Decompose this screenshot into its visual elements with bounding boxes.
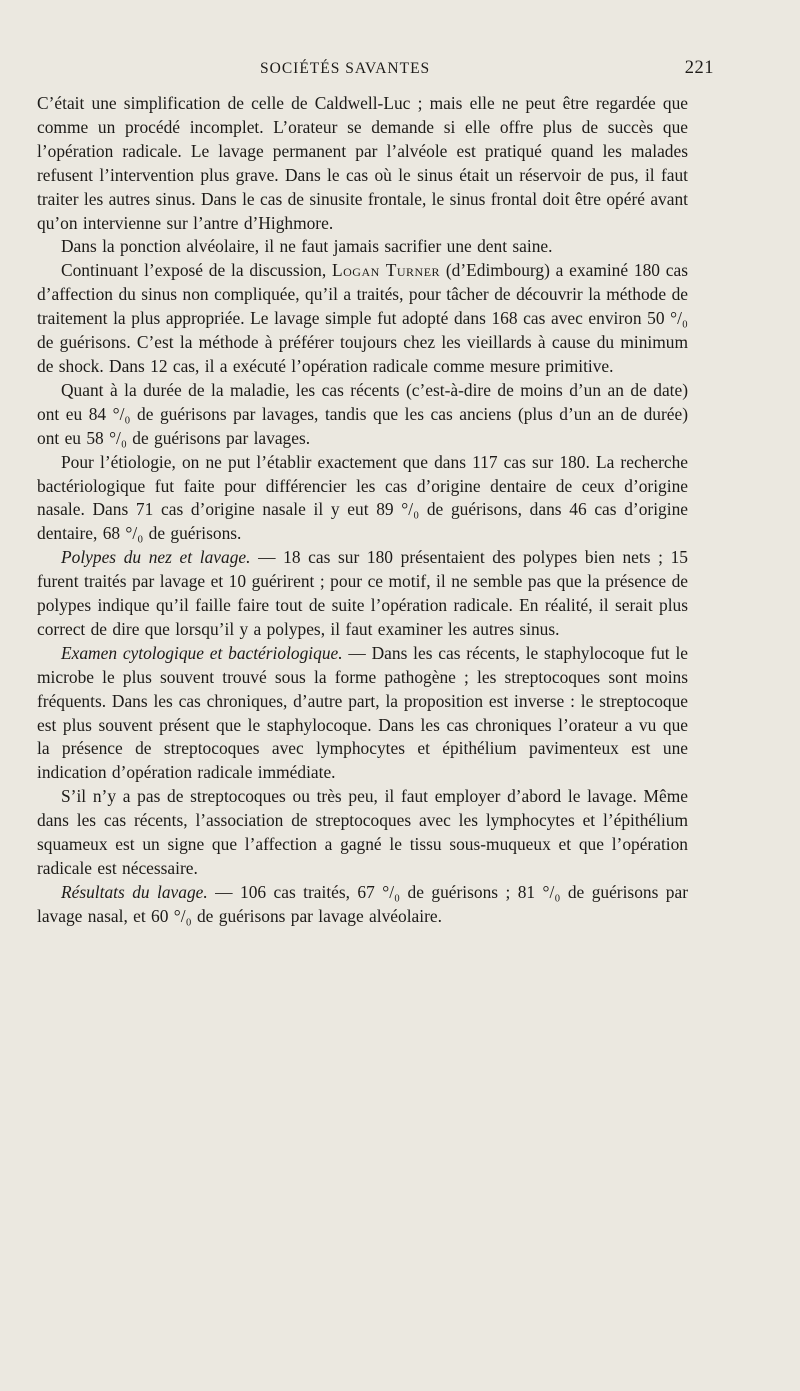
paragraph (37, 259, 688, 379)
section-heading: Résultats du lavage. (61, 881, 208, 902)
section-heading: Examen cytologique et bactériologique. (61, 642, 343, 663)
paragraph: S’il n’y a pas de streptocoques ou très peu, il faut employer d’abord le lavage. Même dans les cas récents, l’association de streptocoques avec les lymphocytes et l’épithélium squameux est un signe que l’affection a gagné le tissu sous-muqueux et que l’opération radicale est nécessaire. (37, 786, 688, 878)
paragraph-rest: — Dans les cas récents, le staphylocoque fut le microbe le plus souvent trouvé sous la forme pathogène ; les streptocoques sont moins fréquents. Dans les cas chroniques, d’autre part, la proposition est inverse : le streptocoque est plus souvent présent que le staphylocoque. Dans les cas chroniques l’orateur a vu que la présence de streptocoques avec lymphocytes et épithélium pavimenteux est une indication d’opération radicale immédiate. (37, 642, 689, 783)
paragraph: Quant à la durée de la maladie, les cas récents (c’est-à-dire de moins d’un an de date) ont eu 84 °/₀ de guérisons par lavages, tandis que les cas anciens (plus d’un an de durée) ont eu 58 °/₀ de guérisons par lavages. (37, 379, 688, 448)
paragraph-rest: — 106 cas traités, 67 °/₀ de guérisons ; 81 °/₀ de guérisons par lavage nasal, et 60 °/₀ de guérisons par lavage alvéolaire. (37, 881, 688, 926)
paragraph: C’était une simplification de celle de Caldwell-Luc ; mais elle ne peut être regardée que comme un procédé incomplet. L’orateur se demande si elle offre plus de succès que l’opération radicale. Le lavage permanent par l’alvéole est pratiqué quand les malades refusent l’intervention plus grave. Dans le cas où le sinus était un réservoir de pus, il faut traiter les autres sinus. Dans le cas de sinusite frontale, le sinus frontal doit être opéré avant qu’on intervienne sur l’antre d’Highmore. (37, 93, 688, 233)
paragraph: Pour l’étiologie, on ne put l’établir exactement que dans 117 cas sur 180. La recherche bactériologique fut faite pour différencier les cas d’origine dentaire de ceux d’origine nasale. Dans 71 cas d’origine nasale il y eut 89 °/₀ de guérisons, dans 46 cas d’origine dentaire, 68 °/₀ de guérisons. (37, 451, 688, 544)
running-head-title: SOCIÉTÉS SAVANTES (260, 60, 431, 77)
paragraph: Dans la ponction alvéolaire, il ne faut jamais sacrifier une dent saine. (61, 236, 553, 257)
paragraph-rest: (d’Edimbourg) a examiné 180 cas d’affection du sinus non compliquée, qu’il a traités, pour tâcher de découvrir la méthode de traitement la plus appropriée. Le lavage simple fut adopté dans 168 cas avec environ 50 °/₀ de guérisons. C’est la méthode à préférer toujours chez les vieillards à cause du minimum de shock. Dans 12 cas, il a exécuté l’opération radicale comme mesure primitive. (37, 260, 688, 376)
page-number: 221 (684, 58, 714, 78)
section-heading: Polypes du nez et lavage. (61, 547, 251, 568)
paragraph (37, 546, 688, 642)
running-head (37, 58, 714, 92)
author-name: Logan Turner (331, 260, 441, 281)
body-text (37, 92, 688, 929)
paragraph-rest: — 18 cas sur 180 présentaient des polypes bien nets ; 15 furent traités par lavage et 10 guérirent ; pour ce motif, il ne semble pas que la présence de polypes indique qu’il faille faire tout de suite l’opération radicale. En réalité, il serait plus correct de dire que lorsqu’il y a polypes, il faut examiner les autres sinus. (37, 547, 688, 639)
paragraph (37, 881, 688, 929)
paragraph (37, 642, 688, 785)
paragraph-lead: Continuant l’exposé de la discussion, (61, 260, 332, 281)
